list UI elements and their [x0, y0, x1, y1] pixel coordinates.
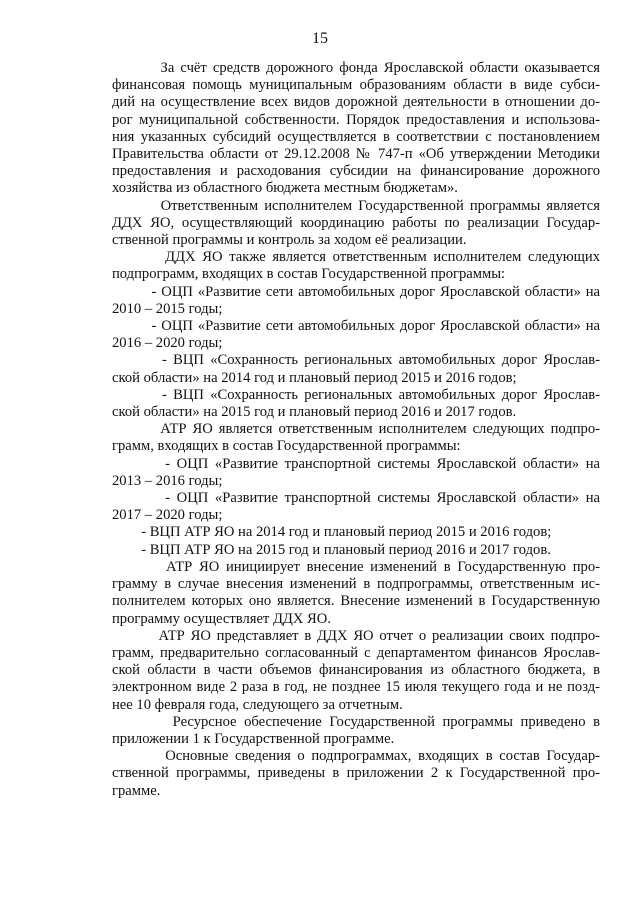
text-line: хозяйства из областного бюджета местным бюджетам».	[112, 180, 458, 197]
text-line: 2013 – 2016 годы;	[112, 472, 223, 489]
paragraph	[112, 318, 600, 352]
text-line: Ресурсное обеспечение Государственной программы приведено в	[112, 713, 600, 730]
text-line: АТР ЯО представляет в ДДХ ЯО отчет о реализации своих подпро-	[112, 627, 600, 644]
paragraph	[112, 352, 600, 386]
text-line: 2010 – 2015 годы;	[112, 300, 223, 317]
paragraph	[112, 387, 600, 421]
text-line: Основные сведения о подпрограммах, входящих в состав Государ-	[112, 748, 600, 765]
paragraph	[112, 542, 600, 559]
text-line: электронном виде 2 раза в год, не позднее 15 июля текущего года и не позд-	[112, 679, 600, 696]
text-line: - ВЦП АТР ЯО на 2014 год и плановый период 2015 и 2016 годов;	[112, 524, 552, 541]
paragraph	[112, 60, 600, 198]
paragraph	[112, 421, 600, 455]
text-line: АТР ЯО является ответственным исполнителем следующих подпро-	[112, 421, 600, 438]
paragraph	[112, 198, 600, 250]
text-line: Ответственным исполнителем Государственной программы является	[112, 197, 600, 214]
text-line: программу осуществляет ДДХ ЯО.	[112, 610, 331, 627]
text-line: - ВЦП «Сохранность региональных автомобильных дорог Ярослав-	[112, 386, 600, 403]
text-line: дий на осуществление всех видов дорожной деятельности в отношении до-	[112, 94, 600, 111]
paragraph	[112, 456, 600, 490]
text-line: полнителем которых оно является. Внесение изменений в Государственную	[112, 593, 600, 610]
text-line: грамм, входящих в состав Государственной программы:	[112, 438, 461, 455]
text-line: - ВЦП «Сохранность региональных автомобильных дорог Ярослав-	[112, 352, 600, 369]
text-line: За счёт средств дорожного фонда Ярославской области оказывается	[112, 60, 600, 76]
text-line: грамм, предварительно согласованный с департаментом финансов Ярослав-	[112, 644, 600, 661]
text-line: нее 10 февраля года, следующего за отчетным.	[112, 696, 403, 713]
text-line: приложении 1 к Государственной программе.	[112, 730, 395, 747]
paragraph	[112, 284, 600, 318]
paragraph	[112, 490, 600, 524]
paragraph	[112, 249, 600, 283]
text-line: ДДХ ЯО, осуществляющий координацию работы по реализации Государ-	[112, 214, 600, 231]
text-line: грамму в случае внесения изменений в подпрограммы, ответственным ис-	[112, 576, 600, 593]
text-line: подпрограмм, входящих в состав Государственной программы:	[112, 266, 506, 283]
text-line: ской области в части объемов финансирования из областного бюджета, в	[112, 662, 600, 679]
paragraph	[112, 714, 600, 748]
text-line: 2016 – 2020 годы;	[112, 335, 223, 352]
text-line: - ОЦП «Развитие сети автомобильных дорог Ярославской области» на	[112, 318, 600, 335]
text-line: ДДХ ЯО также является ответственным исполнителем следующих	[112, 249, 600, 266]
paragraph	[112, 559, 600, 628]
paragraph	[112, 524, 600, 541]
page-number: 15	[312, 30, 328, 47]
text-line: 2017 – 2020 годы;	[112, 507, 223, 524]
text-line: грамме.	[112, 782, 161, 799]
text-line: - ВЦП АТР ЯО на 2015 год и плановый период 2016 и 2017 годов.	[112, 541, 551, 558]
text-line: ния указанных субсидий осуществляется в соответствии с постановлением	[112, 128, 600, 145]
text-line: ской области» на 2014 год и плановый период 2015 и 2016 годов;	[112, 369, 517, 386]
text-line: АТР ЯО инициирует внесение изменений в Государственную про-	[112, 558, 600, 575]
text-line: Правительства области от 29.12.2008 № 747-п «Об утверждении Методики	[112, 146, 600, 163]
text-line: - ОЦП «Развитие сети автомобильных дорог Ярославской области» на	[112, 283, 600, 300]
text-line: финансовая помощь муниципальным образованиям области в виде субси-	[112, 77, 600, 94]
text-line: рог муниципальной собственности. Порядок предоставления и использова-	[112, 111, 600, 128]
text-line: ственной программы и контроль за ходом её реализации.	[112, 232, 467, 249]
text-line: - ОЦП «Развитие транспортной системы Ярославской области» на	[112, 455, 600, 472]
paragraph	[112, 628, 600, 714]
document-body	[112, 60, 600, 800]
text-line: ственной программы, приведены в приложении 2 к Государственной про-	[112, 765, 600, 782]
text-line: предоставления и расходования субсидии на финансирование дорожного	[112, 163, 600, 180]
text-line: ской области» на 2015 год и плановый период 2016 и 2017 годов.	[112, 404, 517, 421]
text-line: - ОЦП «Развитие транспортной системы Ярославской области» на	[112, 490, 600, 507]
paragraph	[112, 748, 600, 800]
